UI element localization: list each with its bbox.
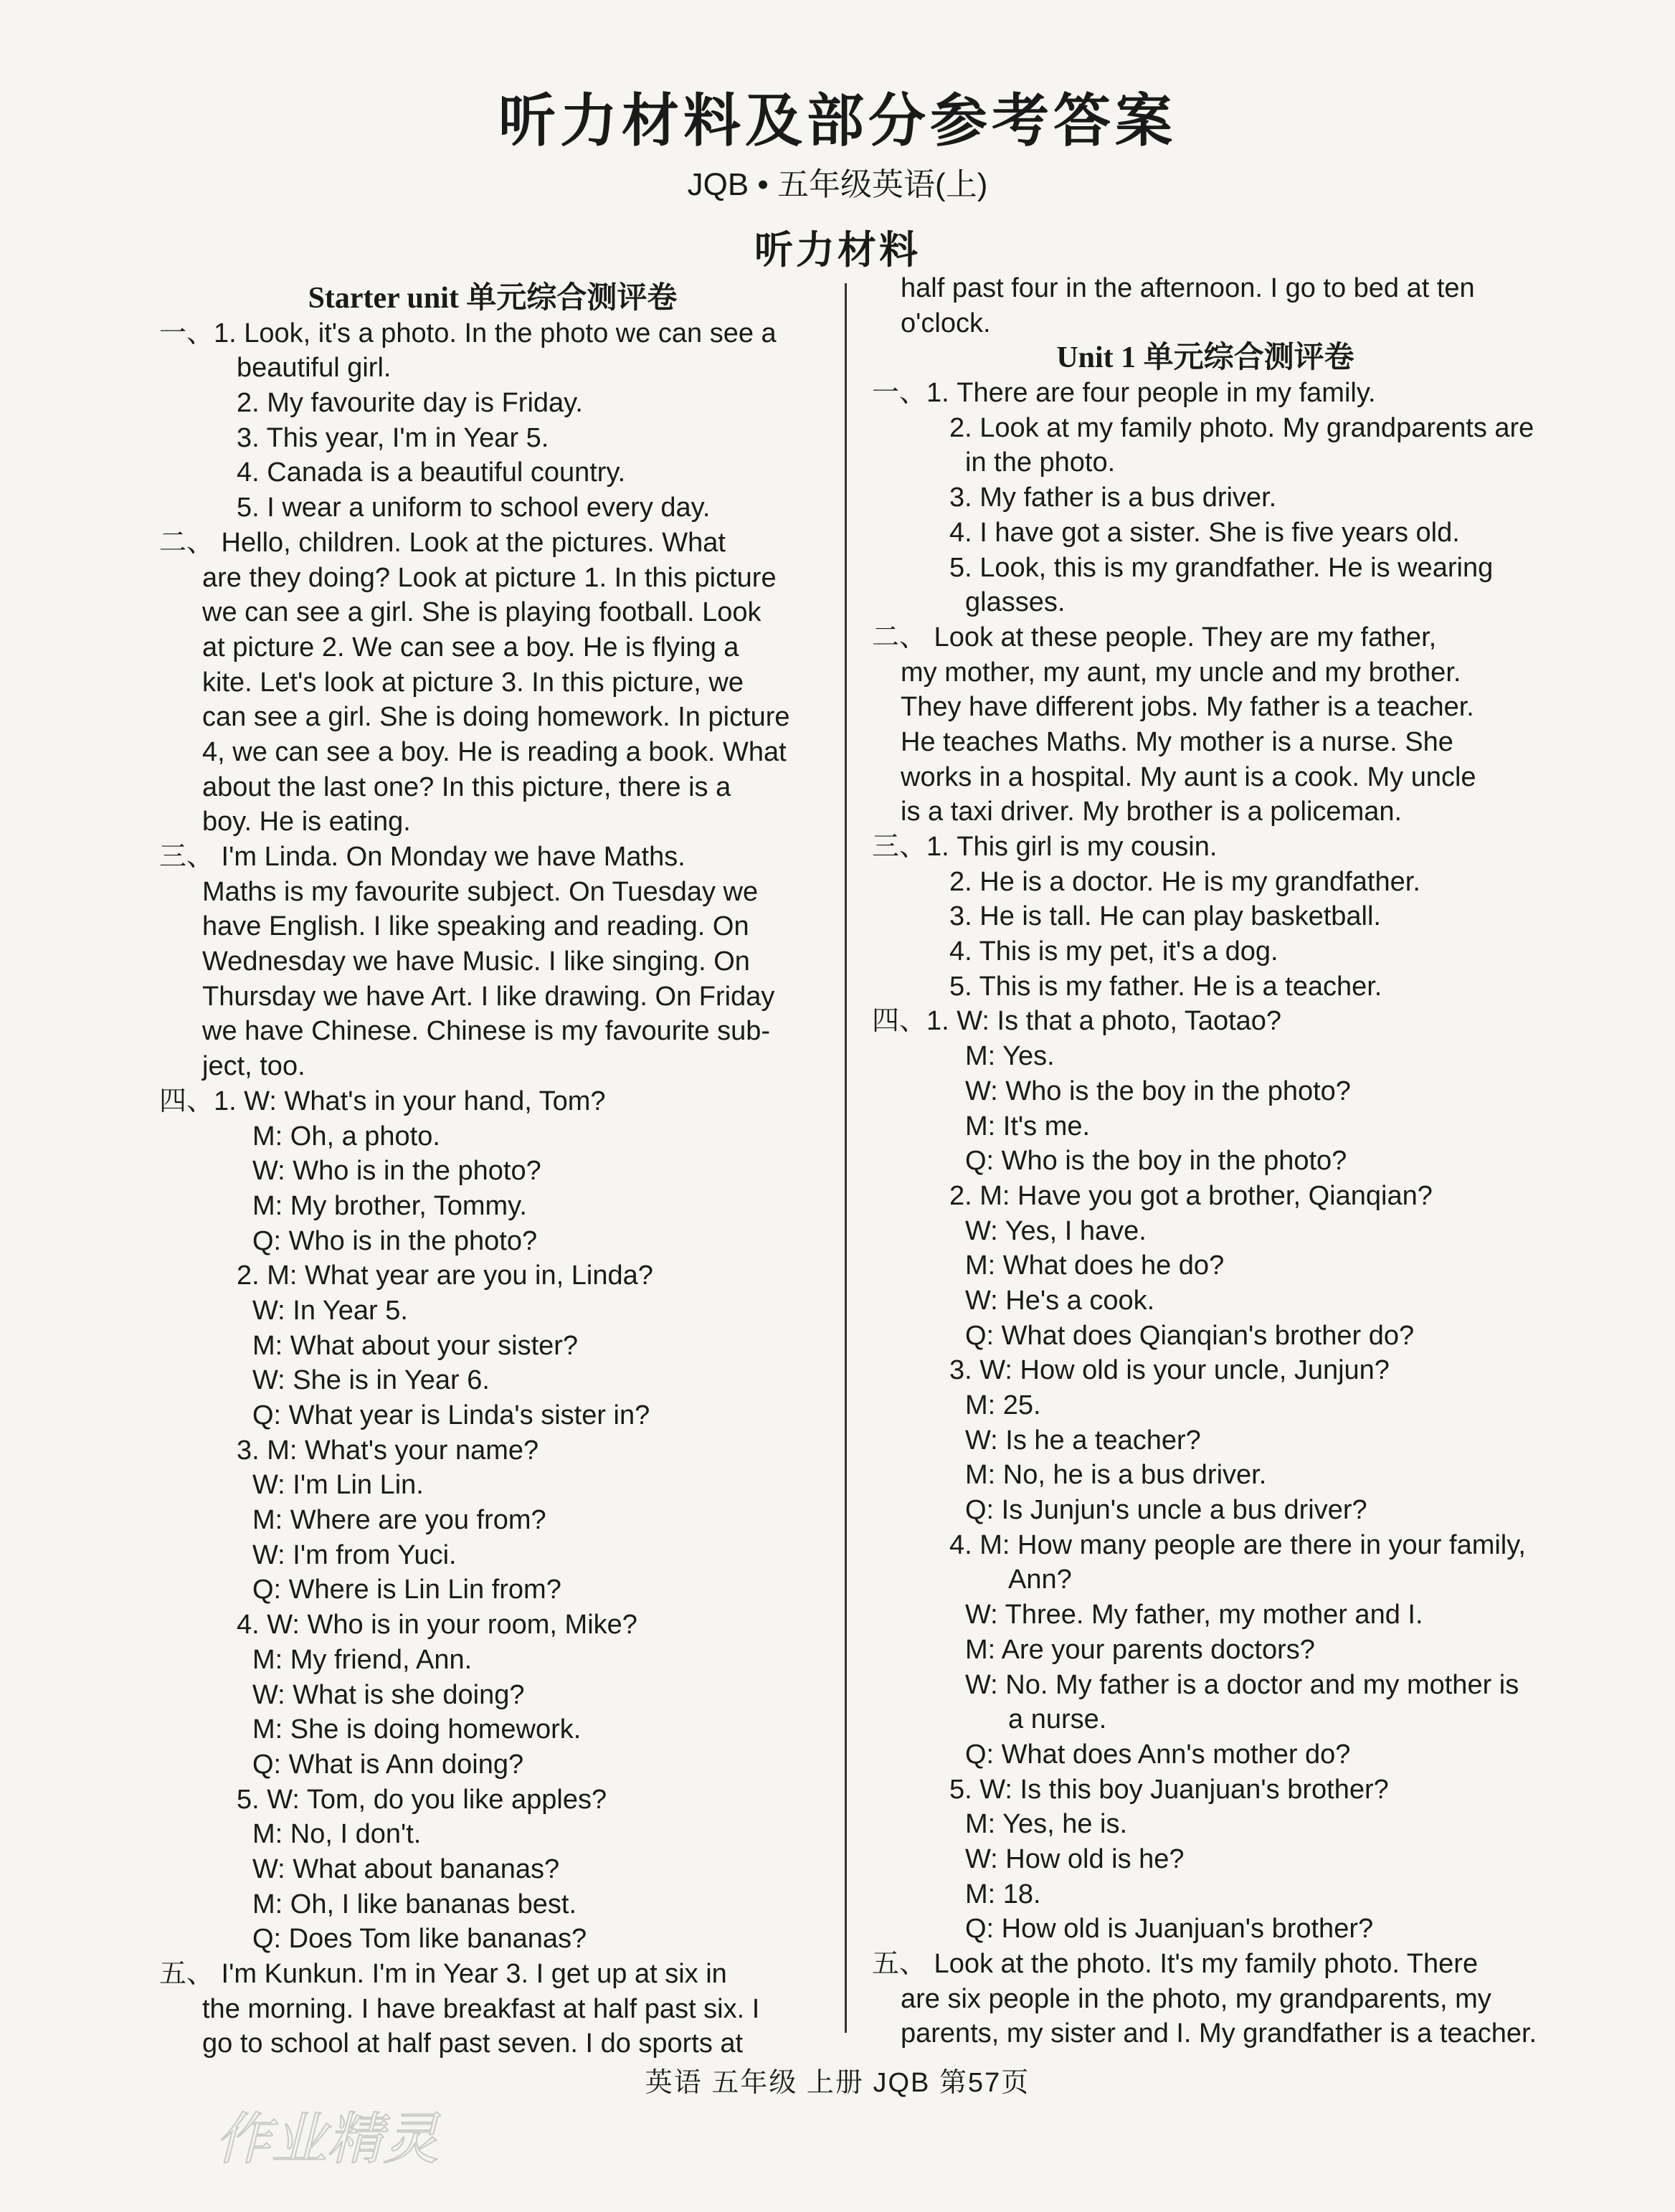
text-line-content: we have Chinese. Chinese is my favourite sub- [202,1016,771,1047]
text-line-content: 2. M: What year are you in, Linda? [237,1261,653,1291]
text-line-content: M: 18. [965,1879,1041,1909]
text-line-content: M: Oh, a photo. [252,1121,440,1152]
text-line-content: 2. He is a doctor. He is my grandfather. [949,866,1420,897]
text-line [872,1598,1539,1633]
text-line [872,551,1539,586]
text-line [159,1189,826,1224]
text-line [872,1772,1539,1808]
text-line-content: 4. This is my pet, it's a dog. [949,936,1278,967]
text-line [159,1957,826,1992]
text-line-content: M: My friend, Ann. [252,1644,473,1675]
text-line [159,1294,826,1329]
text-line [159,526,826,561]
text-line [159,944,826,979]
text-line-content: W: She is in Year 6. [252,1365,490,1396]
text-line [159,1922,826,1957]
text-line-content: W: In Year 5. [252,1295,408,1326]
text-line-content: W: Yes, I have. [965,1215,1147,1246]
text-line [159,1398,826,1433]
text-line-content: Q: What does Ann's mother do? [965,1739,1351,1770]
text-line-content: M: My brother, Tommy. [252,1190,527,1221]
text-line-content: 一、1. Look, it's a photo. In the photo we can see a [159,318,777,348]
text-line-content: Maths is my favourite subject. On Tuesday we [202,876,759,907]
text-line-content: Thursday we have Art. I like drawing. On Friday [202,981,775,1012]
text-line [872,585,1539,620]
text-line [159,561,826,596]
text-line-content: M: No, I don't. [252,1819,422,1850]
text-line [159,1572,826,1608]
column-divider [845,283,847,2033]
text-line-content: M: 25. [965,1390,1041,1420]
text-line [159,421,826,456]
text-line [872,1528,1539,1563]
text-line-content: 4. I have got a sister. She is five years old. [949,517,1460,548]
text-line-content: Q: How old is Juanjuan's brother? [965,1914,1374,1945]
text-line-content: Q: What is Ann doing? [252,1749,524,1780]
text-line-content: W: What about bananas? [252,1853,560,1884]
text-line [159,1747,826,1783]
text-line-content: 3. He is tall. He can play basketball. [949,901,1381,932]
text-line [159,875,826,910]
text-line [159,1783,826,1818]
text-line-content: W: No. My father is a doctor and my mother is [965,1669,1519,1700]
text-line [159,700,826,735]
text-line [159,1154,826,1189]
text-line-content: M: What does he do? [965,1250,1225,1281]
text-line-content: M: Yes. [965,1041,1055,1072]
text-line [872,725,1539,760]
text-line-content: W: How old is he? [965,1843,1185,1874]
text-line-content: W: I'm from Yuci. [252,1539,457,1570]
text-line-content: 四、1. W: Is that a photo, Taotao? [872,1006,1282,1037]
text-line-content: M: Yes, he is. [965,1809,1128,1840]
text-line [872,1283,1539,1319]
text-line-content: 4, we can see a boy. He is reading a book. What [202,736,787,767]
text-line-content: 一、1. There are four people in my family. [872,378,1376,409]
text-line [159,909,826,944]
text-line [159,1224,826,1259]
text-line-content: half past four in the afternoon. I go to bed at ten [901,273,1475,303]
text-line-content: 五、 I'm Kunkun. I'm in Year 3. I get up at six in [159,1959,727,1989]
text-line-content: go to school at half past seven. I do sports at [202,2028,744,2059]
text-line [872,1248,1539,1283]
text-line [159,455,826,490]
text-line-content: 5. I wear a uniform to school every day. [237,493,711,523]
text-line [159,1329,826,1364]
text-line-content: Q: What year is Linda's sister in? [252,1400,650,1430]
text-line [159,1049,826,1084]
text-line-content: 3. W: How old is your uncle, Junjun? [949,1355,1390,1386]
text-line-content: 2. My favourite day is Friday. [237,388,583,419]
text-line [872,376,1539,411]
text-line [159,1014,826,1049]
text-line-content: a nurse. [1008,1704,1107,1735]
text-line [872,1842,1539,1877]
right-column [872,271,1539,2051]
text-line-content: He teaches Maths. My mother is a nurse. She [901,726,1453,757]
text-line-content: ject, too. [202,1051,305,1082]
text-line-content: W: Is he a teacher? [965,1425,1201,1456]
text-line [872,1947,1539,1982]
text-line [159,2026,826,2061]
text-line-content: have English. I like speaking and reading. On [202,911,749,942]
text-line-content: 5. W: Tom, do you like apples? [237,1784,607,1815]
page-subtitle: JQB • 五年级英语(上) [687,167,988,202]
text-line [159,979,826,1015]
text-line-content: 3. M: What's your name? [237,1435,539,1466]
page-footer: 英语 五年级 上册 JQB 第57页 [645,2068,1030,2098]
text-line-content: glasses. [965,587,1066,618]
text-line-content: works in a hospital. My aunt is a cook. My uncle [901,761,1476,792]
text-line-content: in the photo. [965,447,1116,478]
unit1-title: Unit 1 单元综合测评卷 [1056,341,1354,375]
text-line-content: W: I'm Lin Lin. [252,1470,424,1501]
text-line-content: beautiful girl. [237,353,392,384]
text-line [159,1992,826,2027]
text-line-content: Wednesday we have Music. I like singing. On [202,946,750,977]
text-line [872,1493,1539,1528]
text-line [872,1319,1539,1354]
watermark-text: 作业精灵 [215,2107,440,2172]
text-line-content: are they doing? Look at picture 1. In this picture [202,562,777,593]
text-line [872,1702,1539,1737]
text-line [159,1503,826,1538]
text-line-content: Ann? [1008,1565,1072,1595]
text-line [872,1562,1539,1598]
text-line-content: Q: What does Qianqian's brother do? [965,1320,1415,1351]
text-line [159,490,826,526]
text-line-content: is a taxi driver. My brother is a policeman. [901,797,1403,827]
text-line [872,760,1539,795]
text-line-content: W: Who is in the photo? [252,1156,541,1187]
text-line [872,480,1539,516]
text-line [159,1538,826,1573]
text-line-content: Q: Who is in the photo? [252,1225,538,1256]
text-line [159,1643,826,1678]
text-line-content: Q: Who is the boy in the photo? [965,1146,1347,1177]
text-line-content: 2. Look at my family photo. My grandparents are [949,412,1534,443]
text-line-content: 2. M: Have you got a brother, Qianqian? [949,1180,1433,1211]
text-line [159,840,826,875]
text-line [159,316,826,351]
text-line [872,1109,1539,1144]
text-line [872,830,1539,865]
text-line-content: can see a girl. She is doing homework. In picture [202,702,790,733]
text-line [159,1084,826,1119]
text-line-content: 二、 Look at these people. They are my father, [872,622,1437,652]
text-line [872,1074,1539,1109]
text-line-content: 4. Canada is a beautiful country. [237,457,626,488]
text-line [159,1678,826,1713]
text-line-content: M: No, he is a bus driver. [965,1460,1267,1491]
text-line-content: 5. W: Is this boy Juanjuan's brother? [949,1774,1389,1805]
left-column [159,281,826,2061]
text-line-content: o'clock. [901,308,991,338]
text-line-content: 3. This year, I'm in Year 5. [237,422,549,453]
text-line [159,770,826,805]
text-line-content: Q: Is Junjun's uncle a bus driver? [965,1495,1367,1526]
text-line [872,794,1539,830]
text-line-content: M: Are your parents doctors? [965,1634,1315,1665]
text-line [872,1737,1539,1772]
text-line [872,2016,1539,2051]
text-line-content: W: What is she doing? [252,1679,525,1710]
text-line-content: 三、1. This girl is my cousin. [872,832,1218,862]
starter-unit-title: Starter unit 单元综合测评卷 [308,282,678,315]
text-line [872,934,1539,969]
text-line-content: M: Oh, I like bananas best. [252,1889,577,1919]
watermark-logo [208,2099,495,2178]
text-line [872,1144,1539,1179]
text-line-content: Q: Does Tom like bananas? [252,1924,587,1955]
text-line [872,1668,1539,1703]
text-line [872,1877,1539,1912]
text-line [872,655,1539,690]
text-line [159,595,826,630]
text-line [159,735,826,770]
text-line-content: M: She is doing homework. [252,1714,582,1745]
text-line-content: the morning. I have breakfast at half past six. I [202,1993,760,2024]
text-line [159,1119,826,1154]
text-line-content: M: Where are you from? [252,1505,546,1536]
text-line [872,1039,1539,1074]
text-line [872,1388,1539,1423]
text-line [159,1258,826,1294]
text-line-content: 5. Look, this is my grandfather. He is wearing [949,552,1494,583]
text-line [872,411,1539,446]
text-line [872,1458,1539,1493]
text-line-content: kite. Let's look at picture 3. In this picture, we [202,667,744,698]
text-line [159,351,826,386]
text-line [872,1179,1539,1214]
text-line [159,665,826,701]
text-line-content: 三、 I'm Linda. On Monday we have Maths. [159,842,685,872]
text-line [872,1912,1539,1947]
text-line-content: at picture 2. We can see a boy. He is flying a [202,632,739,663]
text-line-content: W: Who is the boy in the photo? [965,1076,1351,1106]
text-line [159,1817,826,1852]
text-line [872,1214,1539,1249]
text-line-content: W: He's a cook. [965,1285,1155,1316]
text-line [872,271,1539,306]
text-line [872,306,1539,341]
text-line-content: 四、1. W: What's in your hand, Tom? [159,1086,606,1116]
text-line-content: parents, my sister and I. My grandfather is a teacher. [901,2018,1537,2049]
text-line [159,804,826,840]
text-line [159,386,826,421]
text-line [872,620,1539,655]
text-line-content: 3. My father is a bus driver. [949,483,1277,513]
text-line-content: about the last one? In this picture, there is a [202,772,731,802]
text-line [872,1423,1539,1458]
text-line-content: 二、 Hello, children. Look at the pictures. What [159,527,726,558]
text-line [159,1363,826,1398]
text-line-content: M: It's me. [965,1111,1091,1141]
text-line-content: 5. This is my father. He is a teacher. [949,971,1382,1002]
text-line-content: W: Three. My father, my mother and I. [965,1600,1423,1630]
text-line-content: 4. M: How many people are there in your family, [949,1529,1526,1560]
text-line [872,690,1539,725]
text-line [872,1982,1539,2017]
text-line-content: boy. He is eating. [202,807,411,837]
page-title: 听力材料及部分参考答案 [498,87,1177,154]
text-line [159,1468,826,1503]
text-line-content: 4. W: Who is in your room, Mike? [237,1610,637,1641]
text-line [872,445,1539,480]
text-line-content: They have different jobs. My father is a teacher. [901,692,1474,723]
text-line [872,1004,1539,1039]
text-line [872,969,1539,1005]
text-line [159,1852,826,1887]
text-line-content: are six people in the photo, my grandparents, my [901,1983,1491,2014]
text-line-content: we can see a girl. She is playing football. Look [202,597,761,628]
text-line [872,1807,1539,1842]
text-line [872,899,1539,934]
text-line [872,516,1539,551]
text-line-content: M: What about your sister? [252,1330,579,1361]
text-line-content: 五、 Look at the photo. It's my family photo. There [872,1949,1479,1979]
text-line [159,1433,826,1468]
text-line [872,1353,1539,1388]
text-line [872,865,1539,900]
text-line-content: my mother, my aunt, my uncle and my brother. [901,657,1461,688]
text-line [159,1887,826,1922]
text-line [159,630,826,665]
section-title: 听力材料 [754,227,921,272]
text-line-content: Q: Where is Lin Lin from? [252,1575,561,1605]
text-line [872,1633,1539,1668]
text-line [159,1712,826,1747]
text-line [159,1608,826,1643]
